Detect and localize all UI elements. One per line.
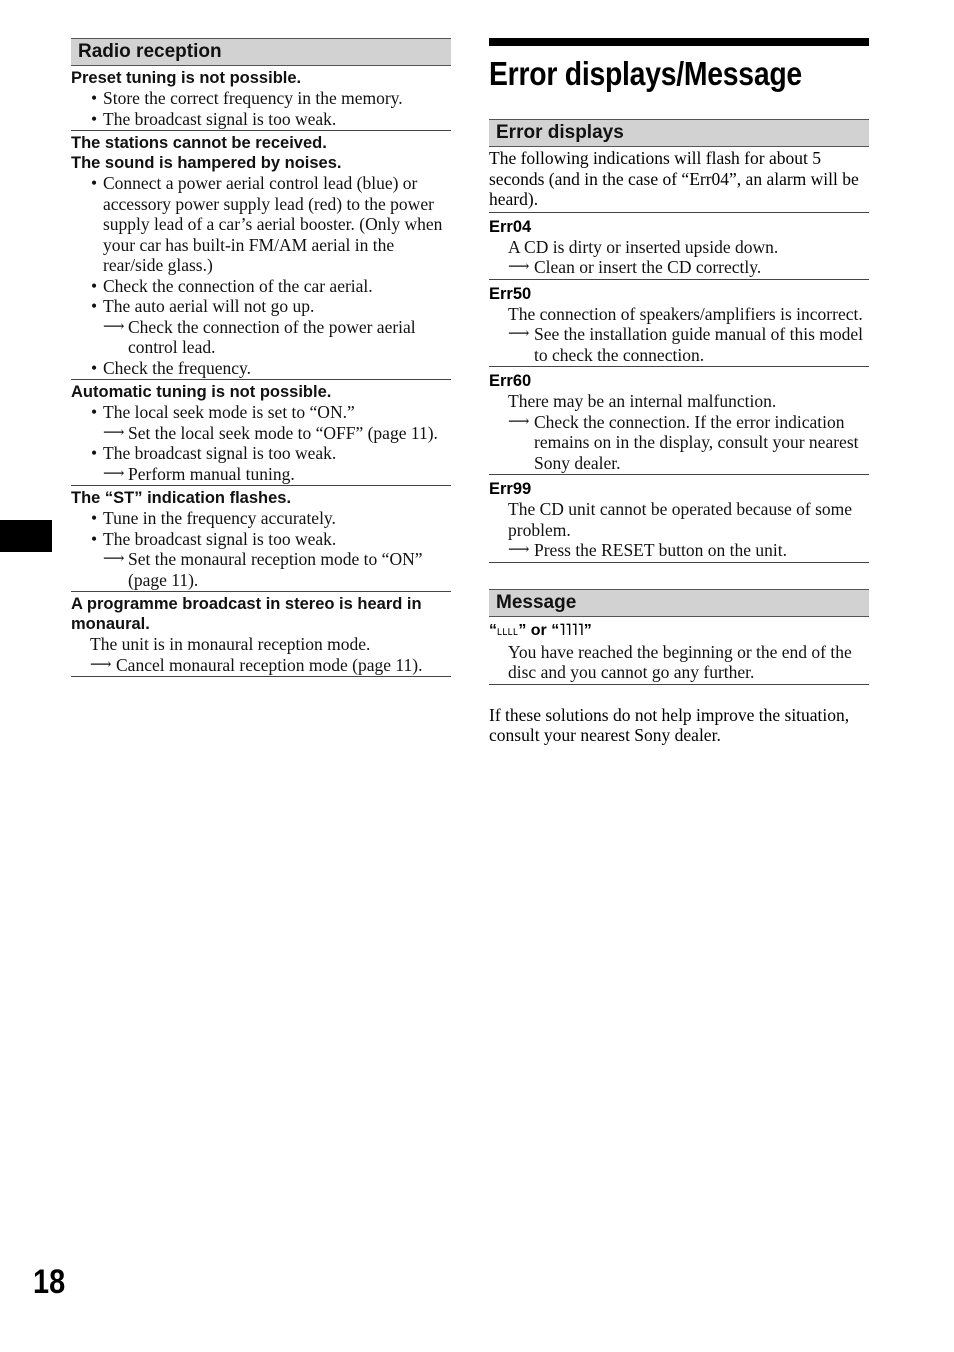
arrow-icon: ⟶ <box>508 413 530 430</box>
error-code: Err50 <box>489 284 532 303</box>
remedy-text: Clean or insert the CD correctly. <box>534 257 762 277</box>
remedy-text: Set the monaural reception mode to “ON” (page 11). <box>128 549 423 590</box>
remedy-item <box>71 464 451 485</box>
error-code: Err99 <box>489 480 532 498</box>
cause-bullet-item: • The local seek mode is set to “ON.” <box>71 402 451 423</box>
arrow-icon: ⟶ <box>508 326 530 342</box>
error-entry <box>489 213 869 280</box>
error-entry <box>489 367 869 475</box>
error-cause: A CD is dirty or inserted upside down. <box>508 236 779 257</box>
remedy-text: See the installation guide manual of this model to check the connection. <box>534 324 864 365</box>
remedy-text: Cancel monaural reception mode (page 11). <box>116 654 423 675</box>
problem-heading: The stations cannot be received. <box>71 134 327 152</box>
error-entry <box>489 280 869 368</box>
cause-bullet-item: • Store the correct frequency in the memory. <box>71 88 451 109</box>
problem-heading: A programme broadcast in stereo is heard in monaural. <box>71 595 422 633</box>
cause-bullet-item: • The broadcast signal is too weak. <box>71 109 451 130</box>
error-cause: The CD unit cannot be operated because of some problem. <box>508 499 853 540</box>
remedy-item <box>71 655 451 676</box>
problem-heading: Automatic tuning is not possible. <box>71 383 332 401</box>
footer-note: If these solutions do not help improve the situation, consult your nearest Sony dealer. <box>489 704 850 745</box>
radio-reception-heading: Radio reception <box>71 38 451 66</box>
error-remedy <box>489 412 869 474</box>
error-remedy <box>489 257 869 278</box>
problem-heading: Preset tuning is not possible. <box>71 69 302 87</box>
error-code: Err60 <box>489 372 532 390</box>
section-tab-marker <box>0 520 52 552</box>
remedy-text: Perform manual tuning. <box>128 463 295 484</box>
page-number: 18 <box>33 1263 66 1301</box>
message-code: “˪˪˪˪” or “˥˥˥˥” <box>489 621 592 639</box>
cause-bullet-item: • Check the frequency. <box>71 358 451 379</box>
arrow-icon: ⟶ <box>508 259 530 275</box>
trouble-block <box>71 66 451 131</box>
trouble-block <box>71 486 451 592</box>
cause-bullet-item: • The broadcast signal is too weak. <box>71 443 451 464</box>
message-description: You have reached the beginning or the end of the disc and you cannot go any further. <box>508 641 852 682</box>
message-heading: Message <box>489 589 869 617</box>
cause-bullet-item: • The auto aerial will not go up. <box>71 296 451 317</box>
arrow-icon: ⟶ <box>103 424 125 441</box>
remedy-text: Set the local seek mode to “OFF” (page 11). <box>128 422 438 443</box>
remedy-text: Check the connection. If the error indication remains on in the display, consult your nearest Sony dealer. <box>534 411 859 473</box>
remedy-text: Check the connection of the power aerial control lead. <box>128 316 416 357</box>
problem-heading: The “ST” indication flashes. <box>71 489 292 507</box>
right-column <box>489 38 869 746</box>
remedy-item <box>71 317 451 358</box>
cause-bullet-item: • The broadcast signal is too weak. <box>71 529 451 550</box>
trouble-block <box>71 131 451 380</box>
arrow-icon: ⟶ <box>508 542 530 558</box>
error-remedy <box>489 324 869 365</box>
left-column <box>71 38 451 677</box>
error-entry <box>489 475 869 563</box>
trouble-block <box>71 592 451 677</box>
trouble-block <box>71 380 451 486</box>
problem-heading: The sound is hampered by noises. <box>71 154 342 172</box>
arrow-icon: ⟶ <box>103 551 125 567</box>
error-remedy <box>489 540 869 561</box>
page-title: Error displays/Message <box>489 55 802 92</box>
error-cause: There may be an internal malfunction. <box>508 391 777 411</box>
cause-bullet-item: • Check the connection of the car aerial. <box>71 276 451 297</box>
arrow-icon: ⟶ <box>103 318 125 335</box>
radio-reception-blocks <box>71 66 451 677</box>
title-rule <box>489 38 869 46</box>
remedy-text: Press the RESET button on the unit. <box>534 540 787 560</box>
error-intro-text: The following indications will flash for about 5 seconds (and in the case of “Err04”, an alarm will be heard). <box>489 147 869 213</box>
remedy-item <box>71 423 451 444</box>
error-cause: The connection of speakers/amplifiers is incorrect. <box>508 303 863 324</box>
cause-item: The unit is in monaural reception mode. <box>90 634 371 654</box>
error-list <box>489 213 869 563</box>
arrow-icon: ⟶ <box>90 656 112 673</box>
remedy-item <box>71 549 451 590</box>
cause-bullet-item: • Tune in the frequency accurately. <box>71 508 451 529</box>
arrow-icon: ⟶ <box>103 465 125 482</box>
error-displays-heading: Error displays <box>489 119 869 147</box>
message-block <box>489 617 869 685</box>
cause-bullet-item: • Connect a power aerial control lead (blue) or accessory power supply lead (red) to the power supply lead of a car’s aerial booster. (Only when your car has built-in FM/AM aerial in the rear/side glass.) <box>71 173 451 276</box>
error-code: Err04 <box>489 217 532 236</box>
